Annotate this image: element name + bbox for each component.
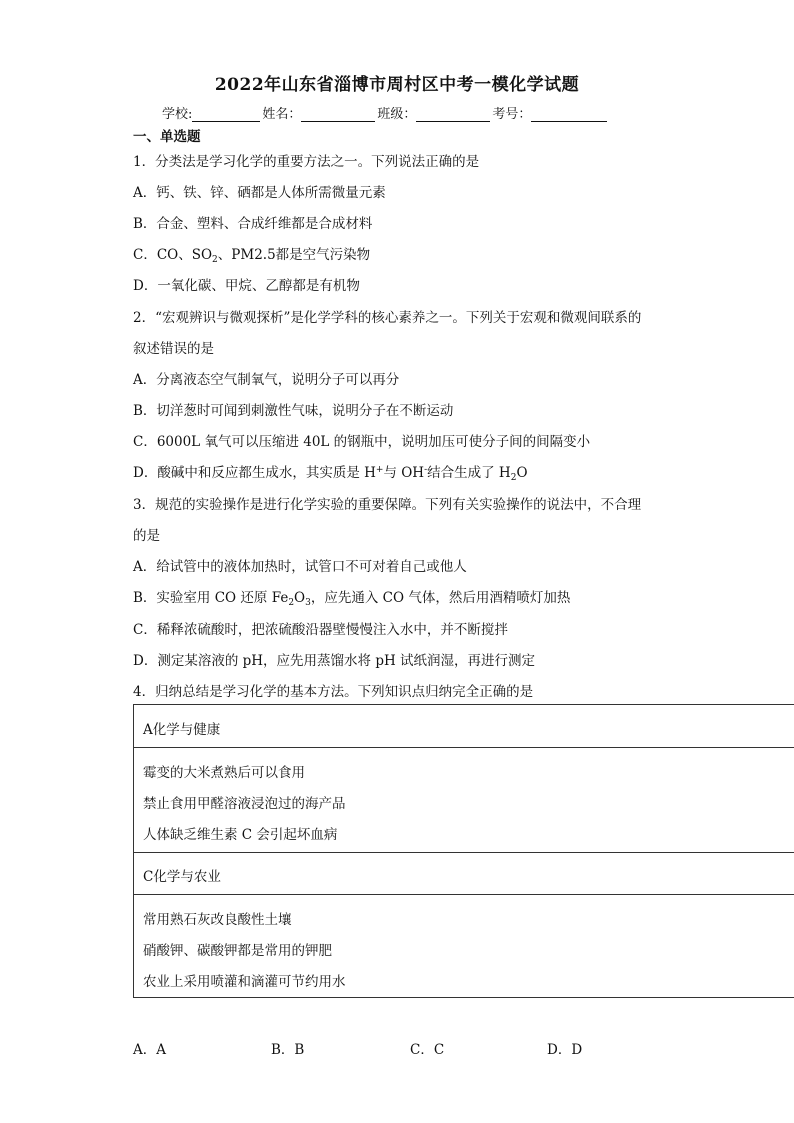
class-field[interactable]	[416, 107, 490, 122]
q2-option-c: C．6000L 氧气可以压缩进 40L 的钢瓶中，说明加压可使分子间的间隔变小	[133, 434, 591, 450]
q4-option-c[interactable]: C．C	[410, 1042, 445, 1058]
q4-option-d[interactable]: D．D	[547, 1042, 583, 1058]
q1-c-text-end: 、PM2.5都是空气污染物	[217, 247, 371, 263]
table-divider	[134, 852, 794, 853]
table-a-title: A化学与健康	[143, 722, 221, 738]
q4-stem: 4．归纳总结是学习化学的基本方法。下列知识点归纳完全正确的是	[133, 684, 534, 700]
q1-option-c	[133, 243, 370, 265]
name-field[interactable]	[301, 107, 375, 122]
exam-title: 2022年山东省淄博市周村区中考一模化学试题	[214, 75, 580, 95]
class-label: 班级：	[377, 107, 417, 122]
exam-number-field[interactable]	[531, 107, 607, 122]
q3-b-text: B．实验室用 CO 还原 Fe	[133, 590, 289, 606]
q3-stem-line2: 的是	[133, 528, 160, 544]
q2-d-text-mid2: 结合生成了 H	[427, 465, 511, 481]
q2-d-sup-plus: +	[375, 465, 384, 475]
school-field[interactable]	[192, 107, 260, 122]
q4-option-a[interactable]: A．A	[133, 1042, 166, 1058]
student-info-row	[162, 103, 609, 122]
q3-option-d: D．测定某溶液的 pH，应先用蒸馏水将 pH 试纸润湿，再进行测定	[133, 653, 536, 669]
q3-b-sub2: 3	[305, 598, 311, 608]
table-c-item-1: 常用熟石灰改良酸性土壤	[143, 912, 292, 928]
section-heading: 一、单选题	[133, 129, 201, 145]
q2-d-sup-minus: -	[424, 465, 428, 475]
q3-option-b	[133, 586, 570, 608]
school-label: 学校:	[162, 107, 193, 122]
table-a-item-1: 霉变的大米煮熟后可以食用	[143, 765, 305, 781]
q2-d-subscript: 2	[510, 473, 517, 483]
q2-stem-line1: 2．“宏观辨识与微观探析”是化学学科的核心素养之一。下列关于宏观和微观间联系的	[133, 310, 642, 326]
name-label: 姓名：	[262, 107, 302, 122]
q3-b-text-end: ，应先通入 CO 气体，然后用酒精喷灯加热	[310, 590, 571, 606]
q3-b-text-mid: O	[294, 590, 306, 606]
q2-option-b: B．切洋葱时可闻到刺激性气味，说明分子在不断运动	[133, 403, 454, 419]
table-divider	[134, 747, 794, 748]
table-c-item-2: 硝酸钾、碳酸钾都是常用的钾肥	[143, 943, 332, 959]
q4-summary-table	[133, 704, 794, 998]
q2-option-a: A．分离液态空气制氧气，说明分子可以再分	[133, 372, 400, 388]
q2-option-d	[133, 461, 528, 483]
q1-stem: 1．分类法是学习化学的重要方法之一。下列说法正确的是	[133, 154, 480, 170]
q1-option-a: A．钙、铁、锌、硒都是人体所需微量元素	[133, 185, 386, 201]
q1-option-d: D．一氧化碳、甲烷、乙醇都是有机物	[133, 278, 360, 294]
q2-d-text-end: O	[516, 465, 528, 481]
q1-c-text: C．CO、SO	[133, 247, 213, 263]
q3-option-c: C．稀释浓硫酸时，把浓硫酸沿器壁慢慢注入水中，并不断搅拌	[133, 622, 508, 638]
q2-d-text: D．酸碱中和反应都生成水，其实质是 H	[133, 465, 376, 481]
q2-stem-line2: 叙述错误的是	[133, 341, 214, 357]
q2-d-text-mid: 与 OH	[383, 465, 425, 481]
q3-stem-line1: 3．规范的实验操作是进行化学实验的重要保障。下列有关实验操作的说法中，不合理	[133, 497, 642, 513]
q3-option-a: A．给试管中的液体加热时，试管口不可对着自己或他人	[133, 559, 467, 575]
exam-number-label: 考号：	[492, 107, 532, 122]
q1-option-b: B．合金、塑料、合成纤维都是合成材料	[133, 216, 373, 232]
table-divider	[134, 894, 794, 895]
q1-c-subscript: 2	[212, 255, 218, 265]
table-a-item-3: 人体缺乏维生素 C 会引起坏血病	[143, 827, 338, 843]
q3-b-sub1: 2	[288, 598, 295, 608]
table-c-item-3: 农业上采用喷灌和滴灌可节约用水	[143, 974, 346, 990]
q4-option-b[interactable]: B．B	[271, 1042, 305, 1058]
table-a-item-2: 禁止食用甲醛溶液浸泡过的海产品	[143, 796, 346, 812]
table-c-title: C化学与农业	[143, 869, 221, 885]
